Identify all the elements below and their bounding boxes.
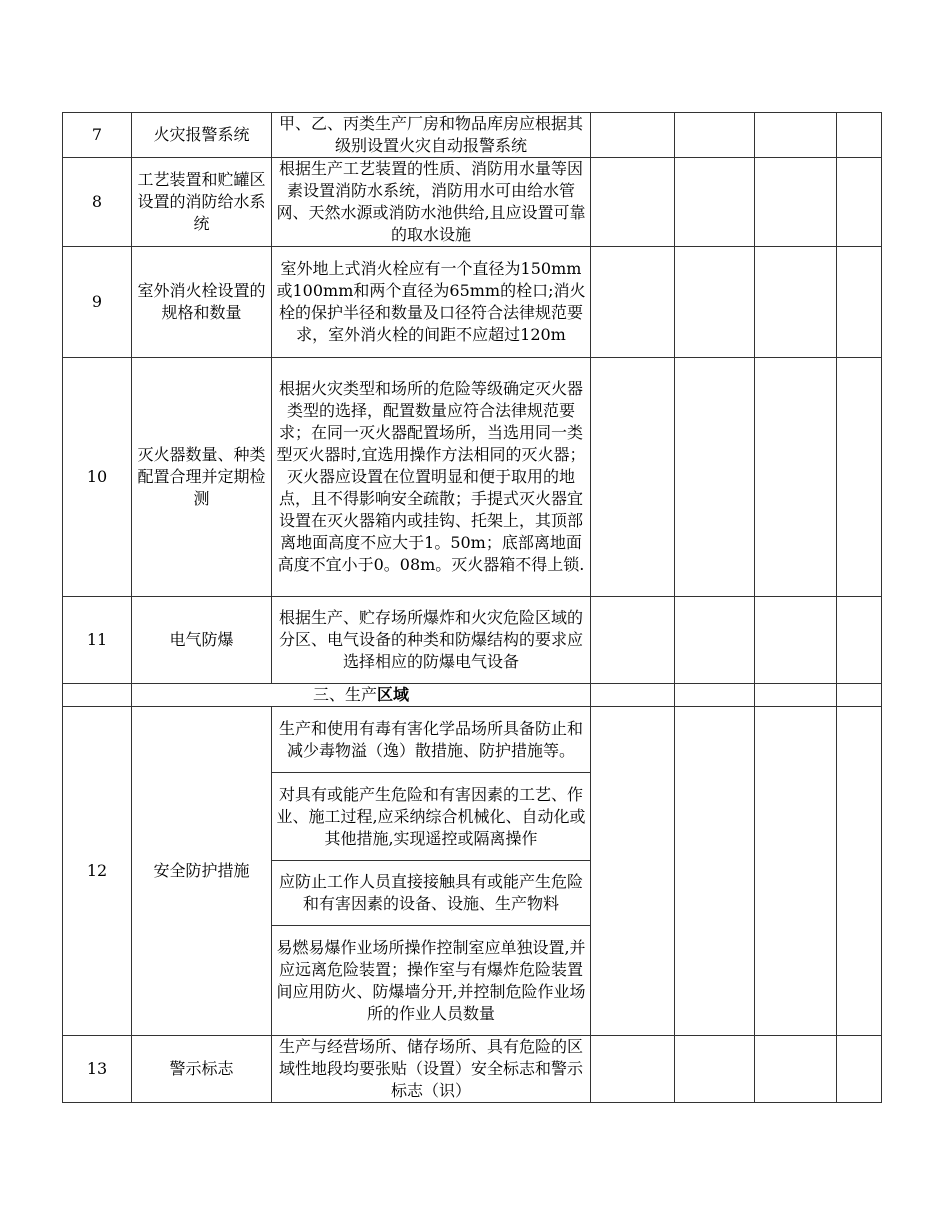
check-item: 工艺装置和贮罐区设置的消防给水系统: [132, 158, 272, 247]
empty-cell: [591, 1036, 675, 1103]
empty-cell: [591, 684, 675, 707]
requirement-text: 应防止工作人员直接接触具有或能产生危险和有害因素的设备、设施、生产物料: [272, 861, 591, 926]
empty-cell: [837, 358, 882, 597]
empty-cell: [591, 707, 675, 1036]
empty-cell: [837, 597, 882, 684]
empty-cell: [755, 113, 837, 158]
empty-cell: [591, 597, 675, 684]
section-heading-prefix: 三、生产: [312, 685, 377, 704]
table-row: [63, 358, 882, 597]
empty-cell: [837, 158, 882, 247]
row-number: 9: [63, 247, 132, 358]
empty-cell: [755, 158, 837, 247]
empty-cell: [675, 358, 755, 597]
check-item: 电气防爆: [132, 597, 272, 684]
requirement-text: 室外地上式消火栓应有一个直径为150mm或100mm和两个直径为65mm的栓口;消火栓的保护半径和数量及口径符合法律规范要求，室外消火栓的间距不应超过120m: [272, 247, 591, 358]
check-item: 火灾报警系统: [132, 113, 272, 158]
empty-cell: [755, 684, 837, 707]
requirement-text: 根据火灾类型和场所的危险等级确定灭火器类型的选择，配置数量应符合法律规范要求；在同一灭火器配置场所，当选用同一类型灭火器时,宜选用操作方法相同的灭火器；灭火器应设置在位置明显和便于取用的地点，且不得影响安全疏散；手提式灭火器宜设置在灭火器箱内或挂钩、托架上，其顶部离地面高度不应大于1。50m；底部离地面高度不宜小于0。08m。灭火器箱不得上锁.: [272, 358, 591, 597]
empty-cell: [63, 684, 132, 707]
empty-cell: [675, 707, 755, 1036]
row-number: 7: [63, 113, 132, 158]
table-row: [63, 1036, 882, 1103]
empty-cell: [837, 1036, 882, 1103]
checklist-table: [62, 112, 882, 1103]
empty-cell: [675, 597, 755, 684]
table-row: [63, 113, 882, 158]
empty-cell: [755, 247, 837, 358]
table-row: [63, 158, 882, 247]
section-row: [63, 684, 882, 707]
requirement-text: 生产与经营场所、储存场所、具有危险的区域性地段均要张贴（设置）安全标志和警示标志（识）: [272, 1036, 591, 1103]
empty-cell: [675, 247, 755, 358]
requirement-text: 生产和使用有毒有害化学品场所具备防止和减少毒物溢（逸）散措施、防护措施等。: [272, 707, 591, 773]
empty-cell: [755, 707, 837, 1036]
row-number: 10: [63, 358, 132, 597]
requirement-text: 根据生产工艺装置的性质、消防用水量等因素设置消防水系统，消防用水可由给水管网、天然水源或消防水池供给,且应设置可靠的取水设施: [272, 158, 591, 247]
empty-cell: [591, 358, 675, 597]
row-number: 13: [63, 1036, 132, 1103]
check-item: 警示标志: [132, 1036, 272, 1103]
empty-cell: [837, 707, 882, 1036]
section-heading: [132, 684, 591, 707]
empty-cell: [837, 113, 882, 158]
check-item: 室外消火栓设置的规格和数量: [132, 247, 272, 358]
row-number: 8: [63, 158, 132, 247]
row-number: 12: [63, 707, 132, 1036]
empty-cell: [675, 684, 755, 707]
section-heading-bold: 区域: [377, 685, 410, 704]
empty-cell: [755, 358, 837, 597]
requirement-text: 对具有或能产生危险和有害因素的工艺、作业、施工过程,应采纳综合机械化、自动化或其他措施,实现遥控或隔离操作: [272, 773, 591, 861]
empty-cell: [675, 158, 755, 247]
check-item: 安全防护措施: [132, 707, 272, 1036]
empty-cell: [591, 113, 675, 158]
requirement-text: 易燃易爆作业场所操作控制室应单独设置,并应远离危险装置；操作室与有爆炸危险装置间应用防火、防爆墙分开,并控制危险作业场所的作业人员数量: [272, 926, 591, 1036]
empty-cell: [591, 247, 675, 358]
empty-cell: [755, 1036, 837, 1103]
empty-cell: [837, 684, 882, 707]
empty-cell: [755, 597, 837, 684]
empty-cell: [837, 247, 882, 358]
table-row: [63, 597, 882, 684]
requirement-text: 甲、乙、丙类生产厂房和物品库房应根据其级别设置火灾自动报警系统: [272, 113, 591, 158]
check-item: 灭火器数量、种类配置合理并定期检测: [132, 358, 272, 597]
table-row: [63, 247, 882, 358]
empty-cell: [591, 158, 675, 247]
empty-cell: [675, 113, 755, 158]
empty-cell: [675, 1036, 755, 1103]
table-row: [63, 707, 882, 773]
requirement-text: 根据生产、贮存场所爆炸和火灾危险区域的分区、电气设备的种类和防爆结构的要求应选择相应的防爆电气设备: [272, 597, 591, 684]
row-number: 11: [63, 597, 132, 684]
